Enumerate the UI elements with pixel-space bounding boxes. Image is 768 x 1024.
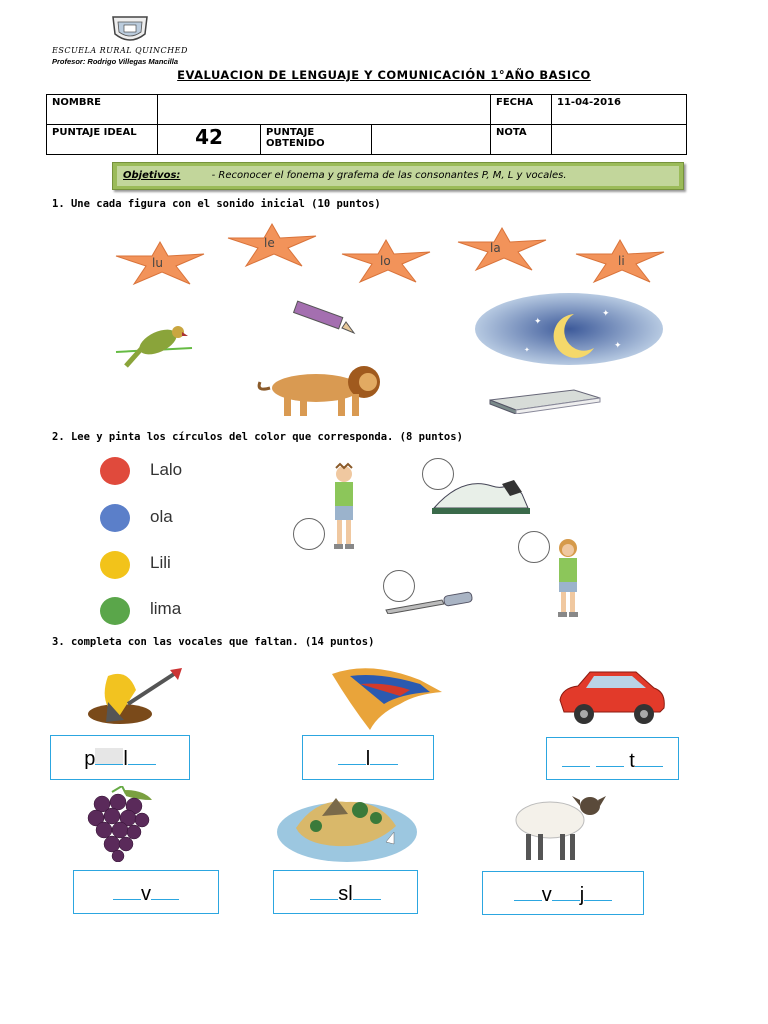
letter: l bbox=[365, 748, 371, 770]
star-lo[interactable] bbox=[338, 236, 434, 284]
objectives-box bbox=[112, 162, 684, 190]
blank[interactable] bbox=[552, 884, 580, 901]
star-syllable: lu bbox=[152, 256, 163, 270]
file-picture bbox=[384, 588, 474, 614]
svg-text:✦: ✦ bbox=[534, 317, 542, 327]
pencil-picture[interactable] bbox=[286, 300, 356, 336]
island-picture bbox=[276, 788, 418, 864]
answer-box-oveja[interactable] bbox=[482, 871, 644, 915]
letter: sl bbox=[338, 883, 353, 905]
legend-word: Lalo bbox=[150, 460, 183, 479]
legend-lalo bbox=[100, 455, 240, 485]
boy-picture bbox=[322, 462, 366, 552]
school-logo bbox=[110, 14, 150, 46]
car-picture bbox=[556, 666, 668, 728]
parrot-picture[interactable] bbox=[114, 318, 194, 374]
blank[interactable] bbox=[562, 750, 590, 767]
blank[interactable] bbox=[151, 883, 179, 900]
objectives-text: - Reconocer el fonema y grafema de las consonantes P, M, L y vocales. bbox=[211, 170, 567, 181]
school-name: ESCUELA RURAL QUINCHED bbox=[52, 46, 188, 55]
puntaje-ideal-label: PUNTAJE IDEAL bbox=[47, 125, 158, 155]
sheep-picture bbox=[508, 790, 608, 862]
teacher-name: Profesor: Rodrigo Villegas Mancilla bbox=[52, 57, 178, 66]
nombre-label: NOMBRE bbox=[47, 95, 158, 125]
svg-text:✦: ✦ bbox=[614, 341, 622, 351]
legend-word: Lili bbox=[150, 553, 171, 572]
star-syllable: lo bbox=[380, 254, 391, 268]
puntaje-obtenido-label: PUNTAJE OBTENIDO bbox=[261, 125, 372, 155]
answer-box-uva[interactable] bbox=[73, 870, 219, 914]
blank[interactable] bbox=[584, 884, 612, 901]
color-dot bbox=[100, 457, 130, 485]
letter: v bbox=[141, 883, 151, 905]
nota-field[interactable] bbox=[552, 125, 687, 155]
star-syllable: li bbox=[618, 254, 625, 268]
moon-picture[interactable] bbox=[474, 292, 664, 366]
blank[interactable] bbox=[310, 883, 338, 900]
letter: t bbox=[629, 750, 635, 772]
info-table bbox=[46, 94, 687, 155]
letter: v bbox=[541, 884, 552, 906]
shovel-picture bbox=[78, 666, 190, 726]
wave-picture bbox=[432, 472, 530, 516]
letter: j bbox=[579, 884, 585, 906]
blank[interactable] bbox=[596, 750, 624, 767]
page-title: EVALUACION DE LENGUAJE Y COMUNICACIÓN 1°AÑO BASICO bbox=[177, 68, 591, 82]
color-dot bbox=[100, 597, 130, 625]
answer-box-pala[interactable] bbox=[50, 735, 190, 780]
girl-picture bbox=[546, 536, 590, 618]
answer-box-auto[interactable] bbox=[546, 737, 679, 780]
question-3-title: 3. completa con las vocales que faltan. (14 puntos) bbox=[52, 636, 375, 648]
nota-label: NOTA bbox=[491, 125, 552, 155]
star-li[interactable] bbox=[572, 236, 668, 284]
blank[interactable] bbox=[353, 883, 381, 900]
blank[interactable] bbox=[338, 748, 366, 765]
legend-word: ola bbox=[150, 507, 173, 526]
star-syllable: la bbox=[490, 241, 501, 255]
puntaje-obtenido-field[interactable] bbox=[372, 125, 491, 155]
letter: l bbox=[123, 748, 128, 770]
letter: p bbox=[84, 748, 96, 770]
question-1-title: 1. Une cada figura con el sonido inicial (10 puntos) bbox=[52, 198, 381, 210]
color-dot bbox=[100, 551, 130, 579]
answer-box-ala[interactable] bbox=[302, 735, 434, 780]
color-dot bbox=[100, 504, 130, 532]
star-la[interactable] bbox=[454, 224, 550, 272]
blank[interactable] bbox=[128, 748, 156, 765]
svg-text:✦: ✦ bbox=[524, 346, 530, 354]
feather-picture bbox=[330, 664, 444, 732]
legend-lima bbox=[100, 595, 240, 625]
puntaje-ideal-value: 42 bbox=[158, 125, 261, 155]
nombre-field[interactable] bbox=[158, 95, 491, 125]
circle-boy[interactable] bbox=[293, 518, 325, 550]
legend-lili bbox=[100, 549, 240, 579]
legend-word: lima bbox=[150, 599, 182, 618]
book-picture[interactable] bbox=[486, 386, 602, 414]
blank[interactable] bbox=[113, 883, 141, 900]
legend-ola bbox=[100, 502, 240, 532]
grapes-picture bbox=[82, 786, 158, 862]
lion-picture[interactable] bbox=[256, 366, 392, 418]
star-syllable: le bbox=[264, 236, 275, 250]
blank[interactable] bbox=[514, 884, 542, 901]
blank[interactable] bbox=[370, 748, 398, 765]
blank[interactable] bbox=[635, 750, 663, 767]
question-2-title: 2. Lee y pinta los círculos del color que corresponda. (8 puntos) bbox=[52, 431, 463, 443]
answer-box-isla[interactable] bbox=[273, 870, 418, 914]
objectives-label: Objetivos: bbox=[123, 170, 181, 181]
blank[interactable] bbox=[95, 748, 123, 765]
fecha-value: 11-04-2016 bbox=[552, 95, 687, 125]
star-lu[interactable] bbox=[112, 238, 208, 286]
star-le[interactable] bbox=[224, 220, 320, 268]
svg-text:✦: ✦ bbox=[602, 309, 610, 319]
fecha-label: FECHA bbox=[491, 95, 552, 125]
